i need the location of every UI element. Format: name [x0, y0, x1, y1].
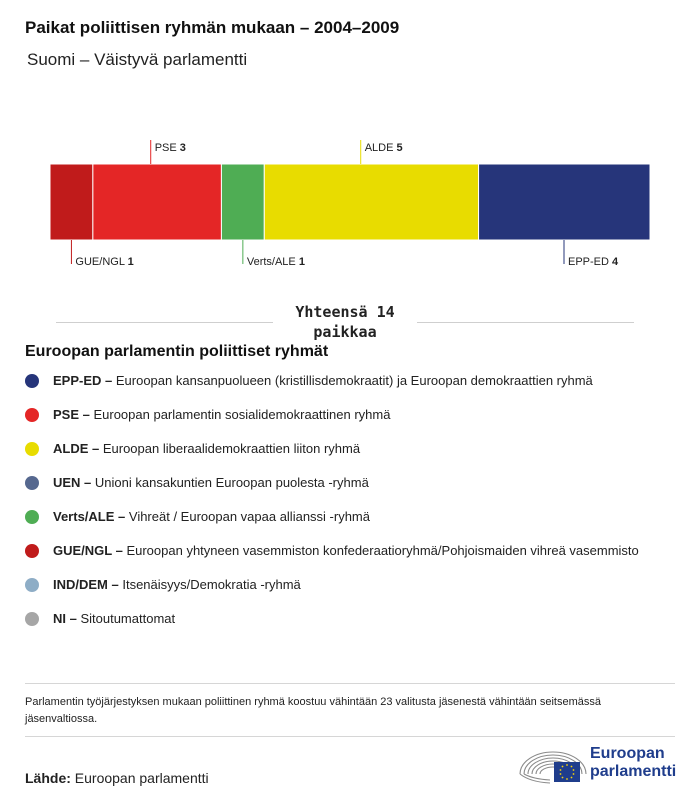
legend-dot	[25, 442, 39, 456]
legend-dot	[25, 476, 39, 490]
divider-line	[417, 322, 634, 323]
legend-item	[25, 610, 665, 628]
legend	[25, 372, 665, 644]
total-seats	[56, 300, 634, 344]
legend-abbr: EPP-ED –	[53, 373, 113, 388]
footnote: Parlamentin työjärjestyksen mukaan poliittinen ryhmä koostuu vähintään 23 valitusta jäsenestä vähintään seitsemässä jäsenvaltiossa.	[25, 696, 601, 725]
source	[25, 770, 209, 786]
divider-line	[25, 683, 675, 684]
legend-title: Euroopan parlamentin poliittiset ryhmät	[25, 343, 329, 360]
chart-subtitle: Suomi – Väistyvä parlamentti	[27, 50, 248, 69]
legend-item	[25, 508, 665, 526]
legend-item	[25, 576, 665, 594]
legend-item	[25, 542, 665, 560]
legend-text: Sitoutumattomat	[76, 611, 176, 626]
legend-dot	[25, 612, 39, 626]
total-line-1: Yhteensä 14	[295, 303, 395, 321]
legend-text: Euroopan kansanpuolueen (kristillisdemokraatit) ja Euroopan demokraattien ryhmä	[112, 373, 593, 388]
legend-dot	[25, 510, 39, 524]
bar-segment	[221, 164, 264, 240]
legend-abbr: UEN –	[53, 475, 92, 490]
legend-dot	[25, 544, 39, 558]
logo-text-line-1: Euroopan	[590, 745, 665, 762]
legend-dot	[25, 408, 39, 422]
legend-dot	[25, 578, 39, 592]
legend-item	[25, 440, 665, 458]
legend-abbr: ALDE –	[53, 441, 100, 456]
legend-abbr: NI –	[53, 611, 77, 626]
logo-text	[590, 745, 676, 781]
divider-line	[56, 322, 273, 323]
legend-item	[25, 474, 665, 492]
source-label: Lähde:	[25, 770, 71, 786]
total-line-2: paikkaa	[313, 323, 377, 341]
legend-text: Euroopan yhtyneen vasemmiston konfederaatioryhmä/Pohjoismaiden vihreä vasemmisto	[122, 543, 639, 558]
total-seats-label	[273, 302, 417, 342]
bar-segment	[479, 164, 650, 240]
legend-text: Unioni kansakuntien Euroopan puolesta -ryhmä	[91, 475, 369, 490]
legend-abbr: GUE/NGL –	[53, 543, 123, 558]
source-value: Euroopan parlamentti	[70, 770, 209, 786]
hemicycle-icon	[518, 744, 588, 786]
bar-label: EPP-ED 4	[568, 256, 619, 268]
legend-text: Vihreät / Euroopan vapaa allianssi -ryhmä	[125, 509, 370, 524]
legend-text: Euroopan parlamentin sosialidemokraattinen ryhmä	[89, 407, 391, 422]
bar-segment	[264, 164, 478, 240]
logo-text-line-2: parlamentti	[590, 763, 677, 780]
divider-line	[25, 736, 675, 737]
bar-label: ALDE 5	[364, 142, 403, 154]
legend-item	[25, 372, 665, 390]
bar-label: GUE/NGL 1	[75, 256, 134, 268]
bar-segment	[93, 164, 222, 240]
legend-abbr: Verts/ALE –	[53, 509, 126, 524]
bar-segment	[50, 164, 93, 240]
bar-label: Verts/ALE 1	[246, 256, 305, 268]
legend-abbr: PSE –	[53, 407, 90, 422]
legend-text: Itsenäisyys/Demokratia -ryhmä	[118, 577, 301, 592]
legend-item	[25, 406, 665, 424]
chart-title: Paikat poliittisen ryhmän mukaan – 2004–2009	[25, 18, 400, 37]
bar-label: PSE 3	[154, 142, 186, 154]
seat-bar-chart	[0, 130, 700, 290]
legend-dot	[25, 374, 39, 388]
legend-text: Euroopan liberaalidemokraattien liiton ryhmä	[99, 441, 361, 456]
legend-abbr: IND/DEM –	[53, 577, 119, 592]
ep-logo	[518, 744, 678, 786]
